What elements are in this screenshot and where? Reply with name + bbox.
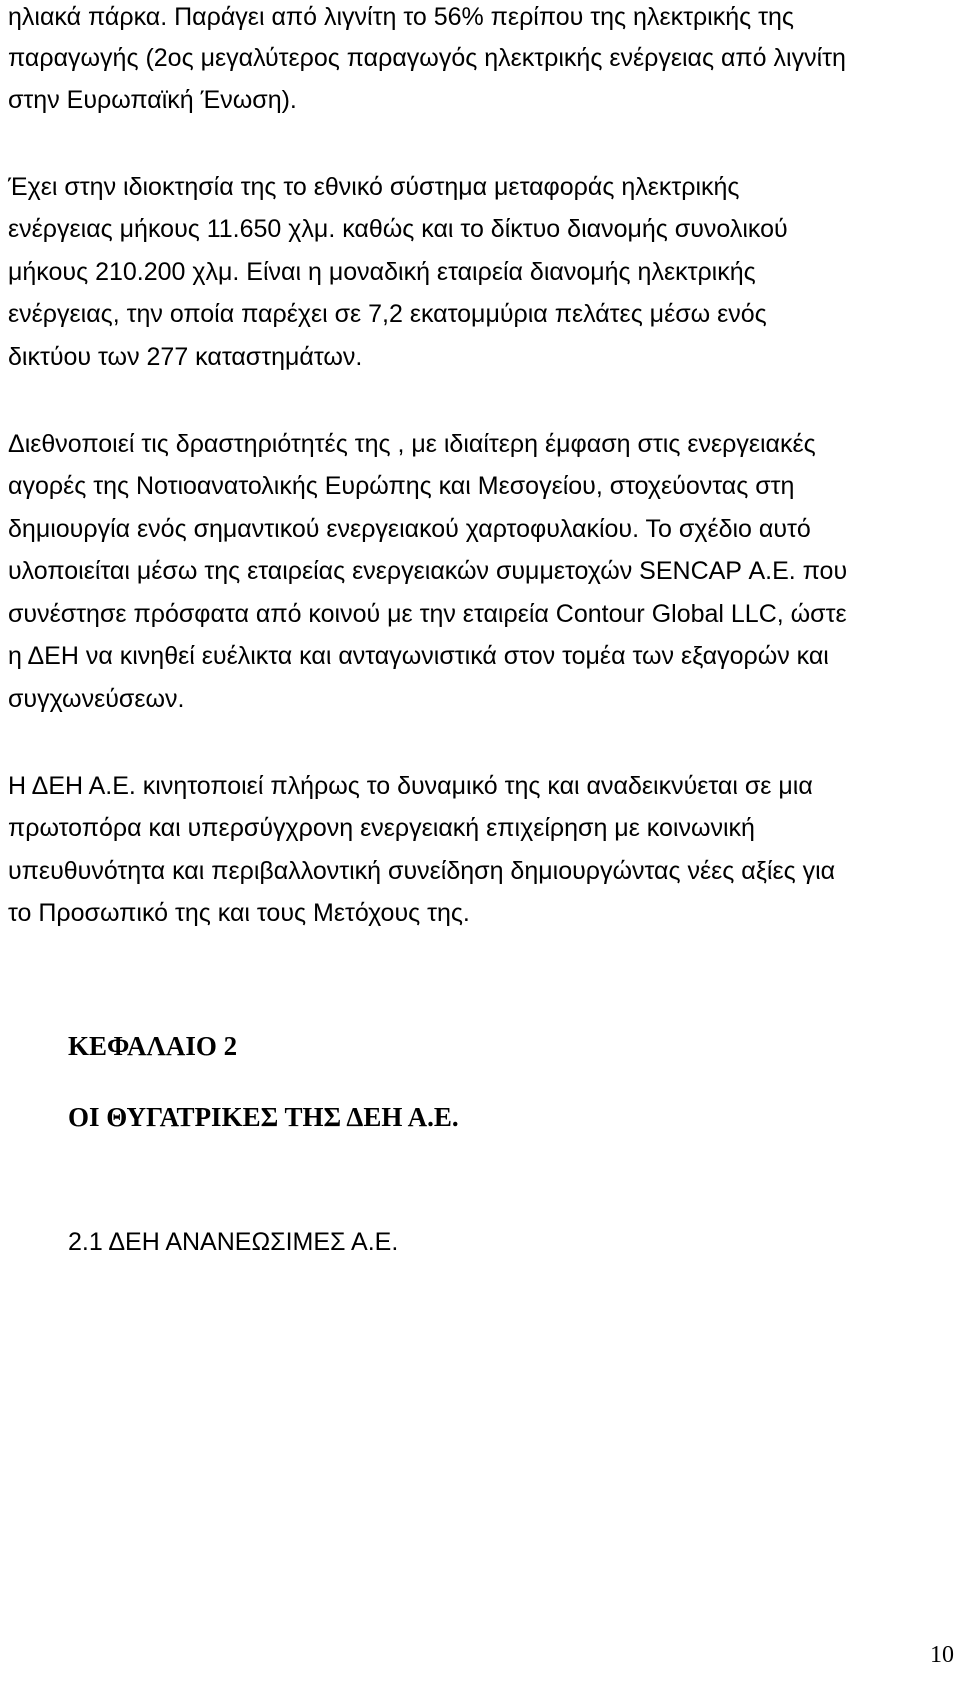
page-number: 10 xyxy=(930,1642,954,1668)
chapter-label: ΚΕΦΑΛΑΙΟ 2 xyxy=(68,1031,238,1061)
paragraph-4-line-1: Η ΔΕΗ Α.Ε. κινητοποιεί πλήρως το δυναμικό της και αναδεικνύεται σε μια xyxy=(8,772,813,800)
chapter-title: ΟΙ ΘΥΓΑΤΡΙΚΕΣ ΤΗΣ ΔΕΗ Α.Ε. xyxy=(68,1102,459,1132)
paragraph-1-line-2: παραγωγής (2ος μεγαλύτερος παραγωγός ηλεκτρικής ενέργειας από λιγνίτη xyxy=(8,44,846,72)
paragraph-4-line-2: πρωτοπόρα και υπερσύγχρονη ενεργειακή επιχείρηση με κοινωνική xyxy=(8,814,755,842)
paragraph-2-line-5: δικτύου των 277 καταστημάτων. xyxy=(8,343,363,371)
paragraph-3-line-4: υλοποιείται μέσω της εταιρείας ενεργειακών συμμετοχών SENCAP Α.Ε. που xyxy=(8,557,848,585)
paragraph-3-line-5: συνέστησε πρόσφατα από κοινού με την εταιρεία Contour Global LLC, ώστε xyxy=(8,600,847,628)
paragraph-2-line-3: μήκους 210.200 χλμ. Είναι η μοναδική εταιρεία διανομής ηλεκτρικής xyxy=(8,258,756,286)
paragraph-1-line-1: ηλιακά πάρκα. Παράγει από λιγνίτη το 56% περίπου της ηλεκτρικής της xyxy=(8,3,794,31)
paragraph-3-line-7: συγχωνεύσεων. xyxy=(8,685,185,713)
paragraph-2-line-4: ενέργειας, την οποία παρέχει σε 7,2 εκατομμύρια πελάτες μέσω ενός xyxy=(8,300,767,328)
paragraph-2-line-2: ενέργειας μήκους 11.650 χλμ. καθώς και το δίκτυο διανομής συνολικού xyxy=(8,215,788,243)
paragraph-4-line-3: υπευθυνότητα και περιβαλλοντική συνείδηση δημιουργώντας νέες αξίες για xyxy=(8,857,836,885)
paragraph-3-line-2: αγορές της Νοτιοανατολικής Ευρώπης και Μεσογείου, στοχεύοντας στη xyxy=(8,472,795,500)
section-title: 2.1 ΔΕΗ ΑΝΑΝΕΩΣΙΜΕΣ Α.Ε. xyxy=(68,1228,399,1256)
paragraph-1-line-3: στην Ευρωπαϊκή Ένωση). xyxy=(8,86,297,114)
paragraph-3-line-1: Διεθνοποιεί τις δραστηριότητές της , με ιδιαίτερη έμφαση στις ενεργειακές xyxy=(8,430,816,458)
paragraph-3-line-3: δημιουργία ενός σημαντικού ενεργειακού χαρτοφυλακίου. Το σχέδιο αυτό xyxy=(8,515,811,543)
paragraph-3-line-6: η ΔΕΗ να κινηθεί ευέλικτα και ανταγωνιστικά στον τομέα των εξαγορών και xyxy=(8,642,829,670)
paragraph-4-line-4: το Προσωπικό της και τους Μετόχους της. xyxy=(8,899,470,927)
paragraph-2-line-1: Έχει στην ιδιοκτησία της το εθνικό σύστημα μεταφοράς ηλεκτρικής xyxy=(8,173,740,201)
